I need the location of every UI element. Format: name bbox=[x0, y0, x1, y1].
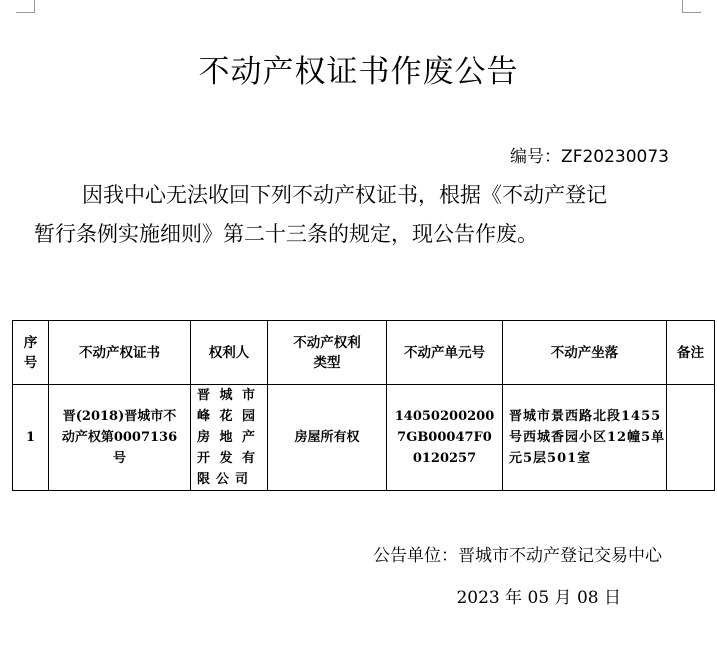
page-corner-mark-right bbox=[682, 0, 701, 13]
header-seq: 序号 bbox=[13, 321, 49, 385]
header-certificate: 不动产权证书 bbox=[49, 321, 191, 385]
header-unit-no: 不动产单元号 bbox=[387, 321, 503, 385]
issue-date: 2023 年 05 月 08 日 bbox=[456, 588, 621, 608]
certificate-table bbox=[12, 320, 715, 491]
page-corner-mark-left bbox=[16, 0, 35, 13]
header-right-type: 不动产权利类型 bbox=[268, 321, 387, 385]
body-line-2: 暂行条例实施细则》第二十三条的规定，现公告作废。 bbox=[34, 222, 538, 246]
cell-owner: 晋城市峰花园房地产开发有限公司 bbox=[191, 385, 268, 491]
page-title: 不动产权证书作废公告 bbox=[198, 54, 519, 90]
header-note: 备注 bbox=[667, 321, 715, 385]
cell-seq: 1 bbox=[13, 385, 49, 491]
document-number: 编号：ZF20230073 bbox=[510, 147, 669, 167]
cell-certificate: 晋(2018)晋城市不动产权第0007136号 bbox=[49, 385, 191, 491]
table-header-row bbox=[13, 321, 715, 385]
cell-unit-no: 140502002007GB00047F00120257 bbox=[387, 385, 503, 491]
cell-right-type: 房屋所有权 bbox=[268, 385, 387, 491]
body-line-1: 因我中心无法收回下列不动产权证书，根据《不动产登记 bbox=[82, 183, 607, 207]
cell-location: 晋城市景西路北段1455号西城香园小区12幢5单元5层501室 bbox=[503, 385, 667, 491]
header-location: 不动产坐落 bbox=[503, 321, 667, 385]
table-row bbox=[13, 385, 715, 491]
header-owner: 权利人 bbox=[191, 321, 268, 385]
cell-note bbox=[667, 385, 715, 491]
announcement-body bbox=[34, 176, 684, 254]
issuer: 公告单位：晋城市不动产登记交易中心 bbox=[373, 546, 662, 566]
